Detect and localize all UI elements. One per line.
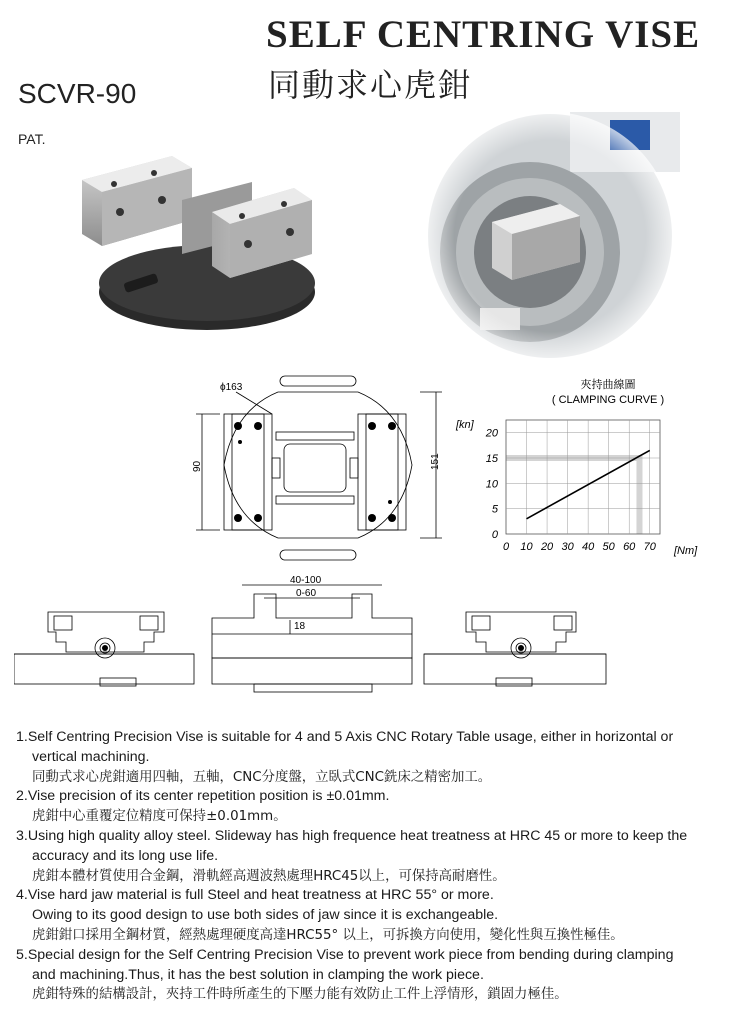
x-tick-label: 60 xyxy=(623,541,636,553)
note-text: 3.Using high quality alloy steel. Slideway has high frequence heat treatness at HRC 45 or more to keep the xyxy=(16,827,688,844)
note-text-zh: 虎鉗本體材質使用合金鋼，滑軌經高週波熱處理HRC45以上，可保持高耐磨性。 xyxy=(32,868,506,884)
y-tick-label: 5 xyxy=(491,503,498,516)
note-text: 1.Self Centring Precision Vise is suitable for 4 and 5 Axis CNC Rotary Table usage, either in horizontal or xyxy=(16,729,674,745)
x-tick-label: 30 xyxy=(561,541,574,553)
y-tick-label: 10 xyxy=(485,478,498,491)
chart-subtitle: ( CLAMPING CURVE ) xyxy=(551,394,665,406)
note-text: accuracy and its long use life. xyxy=(32,847,219,864)
note-text: and machining.Thus, it has the best solution in clamping the work piece. xyxy=(32,966,484,983)
note-text: 2.Vise precision of its center repetition position is ±0.01mm. xyxy=(16,788,390,805)
note-text: 5.Special design for the Self Centring Precision Vise to prevent work piece from bending during clamping xyxy=(16,946,674,963)
y-tick-label: 20 xyxy=(485,427,498,440)
y-tick-label: 15 xyxy=(485,453,498,465)
feature-notes xyxy=(16,728,740,1005)
span-dimension-inner: 0-60 xyxy=(296,588,317,599)
patent-label: PAT. xyxy=(18,131,46,147)
x-tick-label: 0 xyxy=(502,541,510,553)
x-tick-label: 10 xyxy=(520,541,533,553)
side-view-drawings xyxy=(14,572,736,698)
title-chinese: 同動求心虎鉗 xyxy=(268,66,473,104)
model-number: SCVR-90 xyxy=(18,78,137,109)
note-item xyxy=(16,886,740,945)
note-text-zh: 同動式求心虎鉗適用四軸，五軸，CNC分度盤，立臥式CNC銑床之精密加工。 xyxy=(32,769,492,785)
jaw-height-dimension: 18 xyxy=(294,621,306,632)
rotary-table-photo xyxy=(420,112,680,360)
vise-product-photo xyxy=(62,150,317,336)
diameter-dimension: ϕ163 xyxy=(220,382,243,393)
x-tick-label: 50 xyxy=(602,541,615,553)
span-dimension-outer: 40-100 xyxy=(290,575,322,586)
note-text: 4.Vise hard jaw material is full Steel and heat treatness at HRC 55° or more. xyxy=(16,887,494,904)
note-item xyxy=(16,827,740,886)
x-tick-label: 70 xyxy=(643,541,656,553)
note-text: vertical machining. xyxy=(32,748,150,765)
note-item xyxy=(16,946,740,1005)
note-item xyxy=(16,728,740,787)
note-item xyxy=(16,787,740,827)
chart-title: 夾持曲線圖 xyxy=(580,379,636,391)
y-tick-label: 0 xyxy=(491,529,498,541)
top-view-drawing xyxy=(180,370,460,570)
note-text-zh: 虎鉗中心重覆定位精度可保持±0.01mm。 xyxy=(32,809,287,825)
highlight-band-vertical xyxy=(636,455,642,534)
note-text: Owing to its good design to use both sides of jaw since it is exchangeable. xyxy=(32,907,499,924)
y-axis-label: [kn] xyxy=(456,419,474,431)
width-dimension: 90 xyxy=(192,460,203,472)
height-dimension: 151 xyxy=(430,453,441,470)
note-text-zh: 虎鉗鉗口採用全鋼材質，經熱處理硬度高達HRC55° 以上，可拆換方向使用，變化性與互換性極佳。 xyxy=(32,927,624,943)
clamping-curve-chart xyxy=(448,370,708,570)
title-english: SELF CENTRING VISE xyxy=(266,13,701,56)
x-tick-label: 40 xyxy=(582,541,595,553)
note-text-zh: 虎鉗特殊的結構設計，夾持工件時所產生的下壓力能有效防止工件上浮情形，鎖固力極佳。 xyxy=(32,987,568,1003)
x-axis-label: [Nm] xyxy=(674,545,698,557)
x-tick-label: 20 xyxy=(540,541,554,553)
